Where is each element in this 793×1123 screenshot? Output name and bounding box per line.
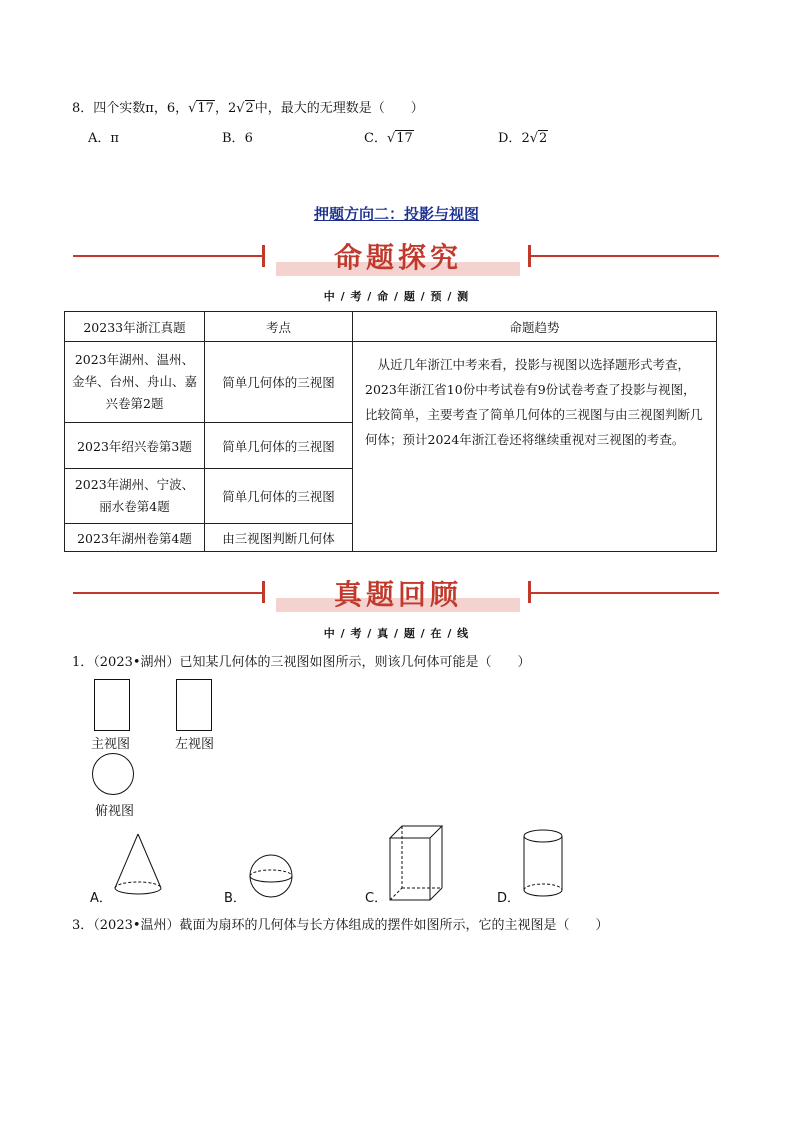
sqrt-2: √2 [236,101,254,116]
q8-option-c[interactable]: C．√17 [364,131,413,146]
question-3: 3．（2023•温州）截面为扇环的几何体与长方体组成的摆件如图所示，它的主视图是（ ） [72,918,609,933]
cone-icon[interactable] [110,830,170,900]
table-cell-source: 2023年湖州、宁波、丽水卷第4题 [65,469,205,524]
banner-tick-left [262,245,265,267]
table-header: 命题趋势 [353,312,717,342]
cuboid-icon[interactable] [386,822,448,904]
banner-line-left [73,592,263,594]
banner-title-review: 真题回顾 [333,578,462,611]
q1-option-d-label[interactable]: D． [497,891,521,906]
front-view-rectangle [94,679,130,731]
table-cell-source: 2023年湖州卷第4题 [65,524,205,552]
q8-suffix: 中，最大的无理数是（ ） [254,101,424,116]
side-view-label: 左视图 [175,737,215,752]
front-view-label: 主视图 [91,737,131,752]
side-view-rectangle [176,679,212,731]
banner-title-explore: 命题探究 [333,241,462,274]
trend-table [64,311,717,552]
banner-caption-online: 中 / 考 / 真 / 题 / 在 / 线 [323,627,470,640]
sphere-icon[interactable] [246,852,296,902]
q1-option-b-label[interactable]: B． [224,891,246,906]
cylinder-icon[interactable] [520,826,566,902]
table-header: 20233年浙江真题 [65,312,205,342]
question-1: 1．（2023•湖州）已知某几何体的三视图如图所示，则该几何体可能是（ ） [72,655,531,670]
table-cell-point: 简单几何体的三视图 [205,342,353,423]
banner-line-left [73,255,263,257]
table-cell-trend: 从近几年浙江中考来看，投影与视图以选择题形式考查，2023年浙江省10份中考试卷有9份试卷考查了投影与视图，比较简单，主要考查了简单几何体的三视图与由三视图判断几何体；预计2024年浙江卷还将继续重视对三视图的考查。 [353,342,717,552]
section-title: 押题方向二：投影与视图 [313,205,479,223]
banner-caption-predict: 中 / 考 / 命 / 题 / 预 / 测 [323,290,470,303]
top-view-label: 俯视图 [95,804,135,819]
question-8 [72,97,424,116]
sqrt-17: √17 [188,101,214,116]
q1-option-c-label[interactable]: C． [365,891,388,906]
q1-option-a-label[interactable]: A． [90,891,112,906]
q8-option-a[interactable]: A．π [88,131,119,146]
table-cell-point: 由三视图判断几何体 [205,524,353,552]
table-cell-point: 简单几何体的三视图 [205,469,353,524]
table-cell-source: 2023年湖州、温州、金华、台州、舟山、嘉兴卷第2题 [65,342,205,423]
q8-option-d[interactable]: D．2√2 [498,131,548,146]
table-header: 考点 [205,312,353,342]
table-cell-point: 简单几何体的三视图 [205,423,353,469]
table-cell-source: 2023年绍兴卷第3题 [65,423,205,469]
q8-sep: ，2 [214,101,237,116]
banner-line-right [531,255,719,257]
banner-line-right [531,592,719,594]
table-row [65,342,717,423]
q8-prefix: 8．四个实数π，6， [72,101,189,116]
q8-option-b[interactable]: B．6 [222,131,253,146]
banner-tick-left [262,581,265,603]
table-header-row [65,312,717,342]
top-view-circle [92,753,134,795]
